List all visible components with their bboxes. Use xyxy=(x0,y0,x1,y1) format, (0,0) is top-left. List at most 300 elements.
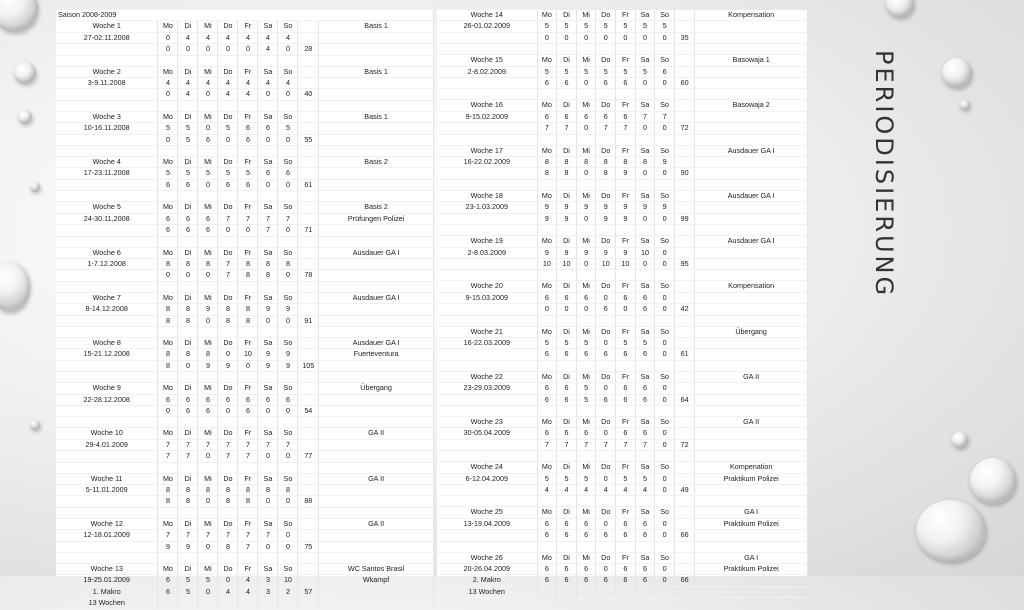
day-header: Sa xyxy=(258,337,278,348)
spacer-cell xyxy=(258,146,278,157)
day-value: 7 xyxy=(178,439,198,450)
total-empty xyxy=(674,111,694,122)
day-value: 7 xyxy=(655,111,675,122)
spacer-cell xyxy=(537,360,557,371)
day-value: 0 xyxy=(278,496,298,507)
day-value: 6 xyxy=(278,168,298,179)
day-header: Do xyxy=(218,111,238,122)
spacer-row xyxy=(437,225,808,236)
day-header: Fr xyxy=(616,507,636,518)
day-value: 4 xyxy=(557,485,577,496)
footer-empty xyxy=(635,586,655,597)
spacer-cell xyxy=(695,270,808,281)
week-header-row xyxy=(56,292,434,303)
footer-empty xyxy=(655,586,675,597)
spacer-cell xyxy=(198,100,218,111)
total-empty xyxy=(674,518,694,529)
day-value: 6 xyxy=(576,292,596,303)
day-header: Di xyxy=(178,518,198,529)
spacer-cell xyxy=(635,89,655,100)
remark-empty xyxy=(695,78,808,89)
day-value: 7 xyxy=(218,451,238,462)
total-empty xyxy=(298,530,319,541)
day-value: 6 xyxy=(576,349,596,360)
week-total: 60 xyxy=(674,78,694,89)
day-value: 6 xyxy=(635,292,655,303)
day-header: Do xyxy=(596,145,616,156)
day-value: 9 xyxy=(655,202,675,213)
day-value: 6 xyxy=(557,78,577,89)
day-value: 9 xyxy=(178,541,198,552)
day-value: 6 xyxy=(537,530,557,541)
week-values-row-2 xyxy=(56,315,434,326)
day-value: 10 xyxy=(635,247,655,258)
total-empty xyxy=(674,10,694,21)
day-header: Mo xyxy=(158,383,178,394)
day-header: Do xyxy=(596,55,616,66)
week-label: Woche 2 xyxy=(56,66,158,77)
day-value: 0 xyxy=(198,44,218,55)
remark-empty xyxy=(695,168,808,179)
macro-label: 2. Makro xyxy=(437,575,537,586)
week-values-row xyxy=(437,21,808,32)
day-header: Sa xyxy=(635,507,655,518)
day-header: Mo xyxy=(537,236,557,247)
spacer-cell xyxy=(278,417,298,428)
day-header: So xyxy=(655,371,675,382)
week-remark: Ausdauer GA I xyxy=(319,247,434,258)
day-header: Mi xyxy=(576,326,596,337)
day-header: Di xyxy=(557,190,577,201)
week-total: 99 xyxy=(674,213,694,224)
remark-empty xyxy=(695,530,808,541)
day-value: 6 xyxy=(557,349,577,360)
day-value: 2 xyxy=(278,586,298,597)
day-value: 6 xyxy=(596,530,616,541)
total-empty xyxy=(298,168,319,179)
day-value: 7 xyxy=(616,439,636,450)
week-values-row xyxy=(437,247,808,258)
week-label: Woche 8 xyxy=(56,337,158,348)
week-values-row xyxy=(56,349,434,360)
week-remark-2 xyxy=(695,66,808,77)
spacer-cell xyxy=(635,360,655,371)
day-value: 0 xyxy=(278,44,298,55)
week-remark-2 xyxy=(319,394,434,405)
spacer-cell xyxy=(596,405,616,416)
day-value: 8 xyxy=(158,304,178,315)
day-header: Sa xyxy=(635,55,655,66)
day-value: 9 xyxy=(158,541,178,552)
week-header-row xyxy=(56,202,434,213)
day-header: Mo xyxy=(158,428,178,439)
day-value: 0 xyxy=(278,541,298,552)
week-total: 55 xyxy=(298,134,319,145)
day-header: Di xyxy=(178,292,198,303)
week-values-row xyxy=(56,32,434,43)
day-header: Do xyxy=(218,337,238,348)
day-header: Sa xyxy=(635,326,655,337)
spacer-cell xyxy=(437,270,537,281)
total-empty xyxy=(674,66,694,77)
week-values-row xyxy=(437,111,808,122)
day-value: 6 xyxy=(557,111,577,122)
day-header: Fr xyxy=(238,383,258,394)
total-empty xyxy=(674,21,694,32)
week-values-row xyxy=(56,485,434,496)
week-remark-2 xyxy=(695,292,808,303)
week-header-row xyxy=(56,337,434,348)
spacer-cell xyxy=(655,451,675,462)
week-remark-2 xyxy=(695,428,808,439)
week-remark-2: Wkampf xyxy=(319,575,434,586)
day-header: So xyxy=(278,292,298,303)
day-header: Do xyxy=(596,281,616,292)
day-value: 0 xyxy=(278,179,298,190)
row-label-empty xyxy=(56,496,158,507)
day-value: 7 xyxy=(576,439,596,450)
day-value: 5 xyxy=(576,394,596,405)
day-value: 0 xyxy=(635,32,655,43)
week-dates: 6-12.04.2009 xyxy=(437,473,537,484)
day-value: 7 xyxy=(238,213,258,224)
week-header-row xyxy=(56,564,434,575)
week-header-row xyxy=(437,236,808,247)
spacer-cell xyxy=(218,146,238,157)
day-value: 6 xyxy=(198,394,218,405)
day-header: Di xyxy=(557,552,577,563)
day-value: 9 xyxy=(596,247,616,258)
spacer-cell xyxy=(258,372,278,383)
spacer-cell xyxy=(56,417,158,428)
spacer-cell xyxy=(198,417,218,428)
week-label: Woche 23 xyxy=(437,416,537,427)
footer-empty xyxy=(278,598,298,609)
day-value: 0 xyxy=(655,292,675,303)
spacer-cell xyxy=(278,553,298,564)
day-value: 0 xyxy=(655,485,675,496)
day-header: Mi xyxy=(576,190,596,201)
spacer-cell xyxy=(158,462,178,473)
day-value: 7 xyxy=(596,123,616,134)
day-header: So xyxy=(655,145,675,156)
day-value: 6 xyxy=(596,575,616,586)
week-header-row xyxy=(437,145,808,156)
week-header-row xyxy=(437,326,808,337)
spacer-cell xyxy=(655,89,675,100)
spacer-cell xyxy=(198,191,218,202)
spacer-cell xyxy=(695,134,808,145)
spacer-cell xyxy=(576,179,596,190)
day-value: 8 xyxy=(218,496,238,507)
week-dates: 20-26.04.2009 xyxy=(437,564,537,575)
day-value: 0 xyxy=(278,451,298,462)
day-header: So xyxy=(278,157,298,168)
row-label-empty xyxy=(56,541,158,552)
water-drop xyxy=(916,500,986,562)
spacer-cell xyxy=(695,451,808,462)
week-header-row xyxy=(437,190,808,201)
week-values-row xyxy=(56,530,434,541)
spacer-cell xyxy=(576,451,596,462)
day-value: 6 xyxy=(198,213,218,224)
spacer-row xyxy=(56,507,434,518)
day-value: 0 xyxy=(576,168,596,179)
spacer-cell xyxy=(674,405,694,416)
spacer-cell xyxy=(537,44,557,55)
spacer-cell xyxy=(695,405,808,416)
footer-empty xyxy=(218,598,238,609)
day-value: 8 xyxy=(218,304,238,315)
week-header-row xyxy=(437,10,808,21)
day-header: So xyxy=(655,281,675,292)
spacer-cell xyxy=(319,55,434,66)
spacer-cell xyxy=(238,191,258,202)
spacer-cell xyxy=(616,89,636,100)
spacer-cell xyxy=(218,372,238,383)
day-value: 4 xyxy=(616,485,636,496)
week-label: Woche 19 xyxy=(437,236,537,247)
week-remark: Basis 1 xyxy=(319,111,434,122)
day-header: Sa xyxy=(635,145,655,156)
week-label: Woche 4 xyxy=(56,157,158,168)
day-value: 8 xyxy=(238,258,258,269)
total-empty xyxy=(674,564,694,575)
spacer-cell xyxy=(437,179,537,190)
week-dates: 15-21.12.2008 xyxy=(56,349,158,360)
week-remark: Kompenation xyxy=(695,462,808,473)
spacer-cell xyxy=(218,326,238,337)
spacer-cell xyxy=(557,315,577,326)
day-header: So xyxy=(278,202,298,213)
day-header: So xyxy=(278,21,298,32)
week-values-row xyxy=(56,304,434,315)
water-drop xyxy=(18,110,32,124)
day-value: 0 xyxy=(596,292,616,303)
day-value: 6 xyxy=(616,564,636,575)
footer-empty xyxy=(616,586,636,597)
day-value: 4 xyxy=(576,485,596,496)
spacer-cell xyxy=(616,496,636,507)
day-value: 8 xyxy=(238,315,258,326)
day-value: 0 xyxy=(218,405,238,416)
footer-empty xyxy=(298,598,319,609)
footer-empty xyxy=(537,586,557,597)
day-value: 0 xyxy=(596,383,616,394)
day-header: Do xyxy=(218,473,238,484)
total-empty xyxy=(298,258,319,269)
week-values-row-2 xyxy=(437,258,808,269)
spacer-cell xyxy=(674,44,694,55)
day-header: Fr xyxy=(616,326,636,337)
day-value: 5 xyxy=(557,66,577,77)
remark-empty xyxy=(319,586,434,597)
total-empty xyxy=(674,247,694,258)
day-header: Mi xyxy=(198,111,218,122)
week-header-row xyxy=(437,462,808,473)
day-value: 8 xyxy=(278,258,298,269)
spacer-cell xyxy=(258,55,278,66)
day-value: 8 xyxy=(158,258,178,269)
spacer-cell xyxy=(576,541,596,552)
day-header: Di xyxy=(557,326,577,337)
day-value: 0 xyxy=(218,134,238,145)
day-value: 8 xyxy=(596,168,616,179)
day-value: 4 xyxy=(258,78,278,89)
week-dates: 27-02.11.2008 xyxy=(56,32,158,43)
spacer-cell xyxy=(158,507,178,518)
week-remark-2 xyxy=(319,530,434,541)
day-value: 6 xyxy=(278,394,298,405)
day-value: 6 xyxy=(238,134,258,145)
row-label-empty xyxy=(437,258,537,269)
day-header: Sa xyxy=(635,552,655,563)
week-total: 72 xyxy=(674,439,694,450)
day-header: So xyxy=(278,111,298,122)
spacer-row xyxy=(56,191,434,202)
spacer-cell xyxy=(158,55,178,66)
spacer-cell xyxy=(576,134,596,145)
day-header: Mo xyxy=(158,202,178,213)
day-header: Mi xyxy=(576,236,596,247)
day-value: 4 xyxy=(218,32,238,43)
spacer-cell xyxy=(576,270,596,281)
week-total: 61 xyxy=(674,349,694,360)
day-value: 0 xyxy=(635,213,655,224)
spacer-cell xyxy=(695,496,808,507)
remark-empty xyxy=(319,541,434,552)
day-value: 7 xyxy=(178,530,198,541)
day-value: 9 xyxy=(655,157,675,168)
total-empty xyxy=(298,394,319,405)
week-values-row xyxy=(437,383,808,394)
spacer-cell xyxy=(695,44,808,55)
day-value: 9 xyxy=(596,202,616,213)
spacer-cell xyxy=(655,225,675,236)
row-label-empty xyxy=(437,168,537,179)
day-value: 0 xyxy=(258,541,278,552)
day-value: 6 xyxy=(635,383,655,394)
spacer-cell xyxy=(655,44,675,55)
day-value: 4 xyxy=(158,78,178,89)
day-value: 6 xyxy=(537,292,557,303)
footer-empty xyxy=(596,586,616,597)
day-header: Mo xyxy=(537,462,557,473)
day-header: Do xyxy=(596,10,616,21)
week-header-row xyxy=(437,281,808,292)
week-values-row-2 xyxy=(56,360,434,371)
total-empty xyxy=(298,349,319,360)
day-value: 0 xyxy=(655,439,675,450)
spacer-cell xyxy=(319,462,434,473)
spacer-cell xyxy=(596,541,616,552)
footer-empty xyxy=(238,598,258,609)
spacer-cell xyxy=(635,134,655,145)
day-value: 0 xyxy=(655,383,675,394)
week-remark: Ausdauer GA I xyxy=(319,337,434,348)
spacer-cell xyxy=(674,496,694,507)
day-header: Sa xyxy=(258,111,278,122)
day-header: Mi xyxy=(198,518,218,529)
day-value: 0 xyxy=(198,451,218,462)
total-empty xyxy=(298,157,319,168)
total-empty xyxy=(298,383,319,394)
day-value: 6 xyxy=(596,304,616,315)
week-remark-2 xyxy=(695,111,808,122)
spacer-cell xyxy=(198,507,218,518)
spacer-cell xyxy=(158,372,178,383)
total-empty xyxy=(298,202,319,213)
week-remark-2: Praktikum Polizei xyxy=(695,564,808,575)
day-value: 5 xyxy=(158,123,178,134)
spacer-cell xyxy=(319,553,434,564)
day-value: 4 xyxy=(537,485,557,496)
spacer-cell xyxy=(56,553,158,564)
day-value: 7 xyxy=(158,530,178,541)
week-remark: GA II xyxy=(695,371,808,382)
day-value: 9 xyxy=(278,349,298,360)
day-value: 5 xyxy=(576,337,596,348)
spacer-cell xyxy=(596,451,616,462)
week-total: 78 xyxy=(298,270,319,281)
day-value: 0 xyxy=(655,394,675,405)
slide-title: PERIODISIERUNG xyxy=(870,50,898,299)
day-header: Sa xyxy=(258,428,278,439)
day-header: Sa xyxy=(635,236,655,247)
spacer-cell xyxy=(298,146,319,157)
total-empty xyxy=(298,304,319,315)
spacer-cell xyxy=(635,315,655,326)
day-value: 0 xyxy=(576,32,596,43)
day-value: 7 xyxy=(635,439,655,450)
week-values-row-2 xyxy=(437,439,808,450)
day-value: 6 xyxy=(576,111,596,122)
day-value: 9 xyxy=(218,360,238,371)
spacer-cell xyxy=(158,100,178,111)
spacer-cell xyxy=(616,225,636,236)
week-dates: 9-15.02.2009 xyxy=(437,111,537,122)
total-empty xyxy=(298,32,319,43)
row-label-empty xyxy=(56,225,158,236)
week-dates: 22-28.12.2008 xyxy=(56,394,158,405)
week-values-row-2 xyxy=(437,32,808,43)
remark-empty xyxy=(319,405,434,416)
week-remark: GA II xyxy=(695,416,808,427)
day-header: Di xyxy=(178,473,198,484)
day-header: Fr xyxy=(616,55,636,66)
week-total: 64 xyxy=(674,394,694,405)
day-value: 7 xyxy=(596,439,616,450)
footer-row xyxy=(437,586,808,597)
week-values-row xyxy=(56,439,434,450)
total-empty xyxy=(298,485,319,496)
week-remark: Kompensation xyxy=(695,281,808,292)
day-header: Sa xyxy=(258,157,278,168)
spacer-cell xyxy=(158,236,178,247)
day-value: 6 xyxy=(635,304,655,315)
day-value: 8 xyxy=(635,157,655,168)
day-value: 8 xyxy=(258,270,278,281)
spacer-cell xyxy=(635,270,655,281)
day-value: 9 xyxy=(576,202,596,213)
day-value: 8 xyxy=(258,258,278,269)
day-value: 4 xyxy=(635,485,655,496)
day-value: 6 xyxy=(557,575,577,586)
week-label: Woche 18 xyxy=(437,190,537,201)
week-values-row xyxy=(56,123,434,134)
week-values-row xyxy=(56,78,434,89)
week-remark: Ausdauer GA I xyxy=(695,145,808,156)
